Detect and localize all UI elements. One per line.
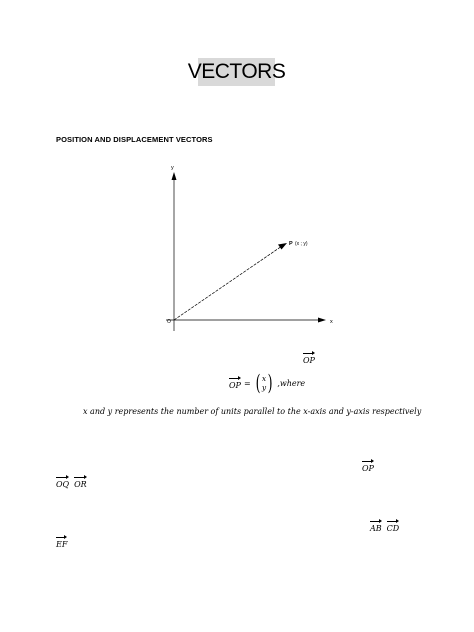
- ef-vector-label: EF: [56, 536, 67, 549]
- where-text: ,where: [277, 379, 306, 388]
- position-vector-diagram: [160, 160, 340, 335]
- x-axis-label: x: [330, 319, 333, 325]
- y-axis-label: y: [171, 165, 174, 171]
- oq-vector: OQ: [56, 476, 69, 489]
- x-axis-arrowhead: [318, 318, 326, 323]
- oq-or-vectors: [56, 476, 87, 489]
- cd-vector: CD: [387, 520, 400, 533]
- vector-op-arrowhead: [278, 243, 287, 250]
- origin-label: O: [167, 319, 171, 325]
- or-vector: OR: [74, 476, 87, 489]
- point-p-coordinates: (x ; y): [295, 241, 308, 247]
- equals-sign: =: [243, 379, 251, 388]
- ab-vector: AB: [370, 520, 382, 533]
- y-axis-arrowhead: [172, 172, 177, 180]
- op-vector-label-2: OP: [362, 460, 374, 473]
- column-vector: [254, 373, 275, 394]
- point-p-name: P: [289, 241, 293, 247]
- vector-op-line: [174, 246, 282, 320]
- right-paren: ): [267, 371, 273, 395]
- column-entry-x: x: [261, 374, 267, 384]
- op-column-vector-equation: [229, 373, 305, 394]
- title-highlight: [187, 58, 286, 86]
- ab-cd-vectors: [370, 520, 399, 533]
- section-heading: POSITION AND DISPLACEMENT VECTORS: [56, 135, 213, 144]
- page-title: VECTORS: [187, 60, 286, 83]
- explanation-text: x and y represents the number of units parallel to the x-axis and y-axis respectively: [83, 407, 422, 416]
- left-paren: (: [255, 371, 261, 395]
- op-vector-label: OP: [303, 352, 315, 365]
- column-entry-y: y: [261, 382, 267, 392]
- op-lhs: OP: [229, 377, 241, 390]
